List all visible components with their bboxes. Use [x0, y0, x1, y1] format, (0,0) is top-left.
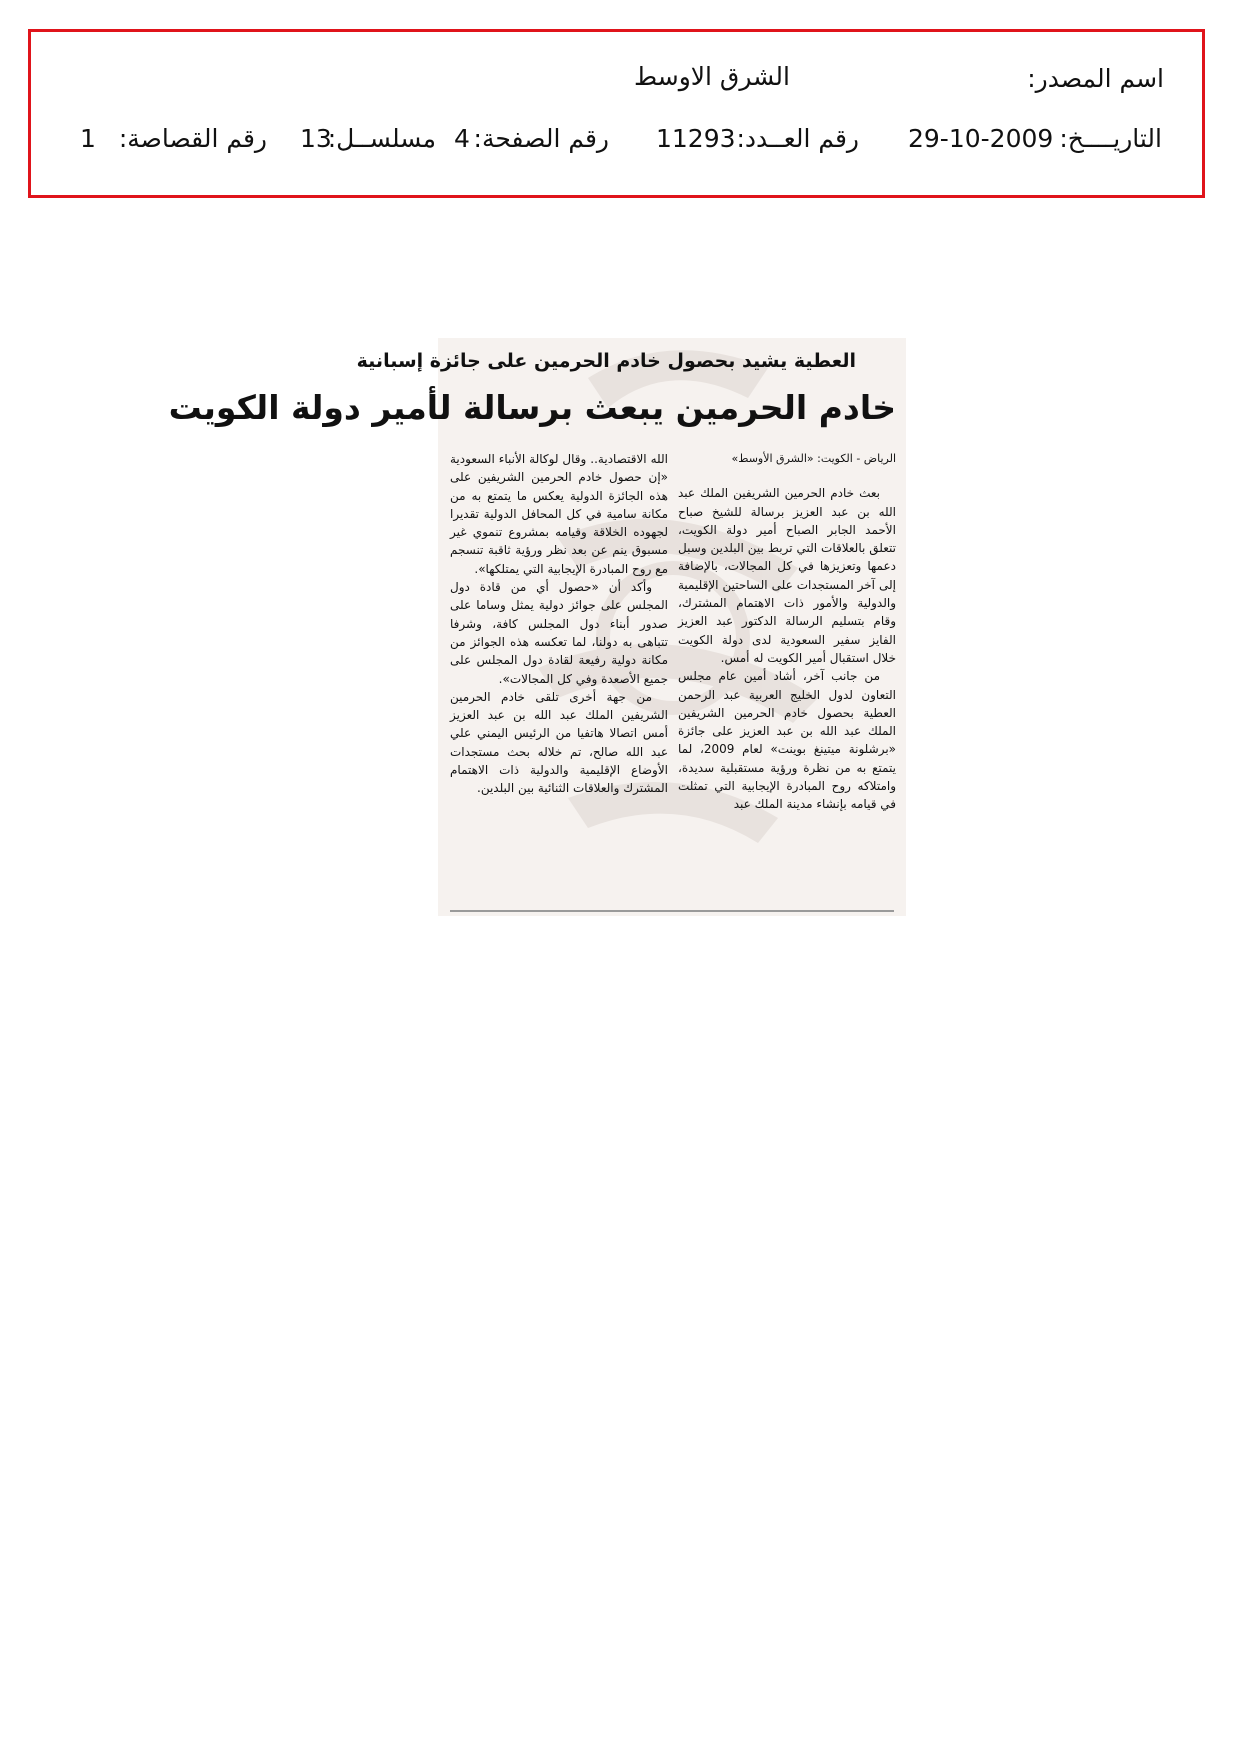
issue-label: رقم العــدد: — [736, 124, 859, 153]
article-kicker: العطية يشيد بحصول خادم الحرمين على جائزة إسبانية — [356, 350, 856, 372]
source-label: اسم المصدر: — [1027, 64, 1164, 93]
clipping-bottom-rule — [450, 910, 894, 912]
article-paragraph: من جانب آخر، أشاد أمين عام مجلس التعاون لدول الخليج العربية عبد الرحمن العطية بحصول خادم الحرمين الشريفين الملك عبد الله بن عبد العزيز على جائزة «برشلونة ميتينغ بوينت» لعام 2009، لما يتمتع به من نظرة ورؤية مستقبلية سديدة، وامتلاكه روح المبادرة الإيجابية التي تمثلت في قيامه بإنشاء مدينة الملك عبد — [678, 669, 897, 812]
newspaper-clipping — [168, 338, 906, 916]
date-value: 29-10-2009 — [908, 124, 1054, 153]
article-paragraph: من جهة أخرى تلقى خادم الحرمين الشريفين الملك عبد الله بن عبد العزيز أمس اتصالا هاتفيا من الرئيس اليمني علي عبد الله صالح، تم خلاله بحث مستجدات الأوضاع الإقليمية والدولية ذات الاهتمام المشترك والعلاقات الثنائية بين البلدين. — [450, 689, 668, 796]
article-dateline: الرياض - الكويت: «الشرق الأوسط» — [731, 452, 896, 465]
article-paragraph: وأكد أن «حصول أي من قادة دول المجلس على جوائز دولية يمثل وساما على صدور أبناء دول المجلس كافة، وشرفا تتباهى به دولنا، لما تعكسه هذه الجوائز من مكانة دولية رفيعة لقادة دول المجلس على جميع الأصعدة وفي كل المجالات». — [450, 580, 668, 686]
article-headline: خادم الحرمين يبعث برسالة لأمير دولة الكويت — [168, 388, 896, 427]
clip-number-value: 1 — [80, 124, 96, 153]
article-paragraph: بعث خادم الحرمين الشريفين الملك عبد الله بن عبد العزيز برسالة للشيخ صباح الأحمد الجابر الصباح أمير دولة الكويت، تتعلق بالعلاقات التي تربط بين البلدين وسبل دعمها وتعزيزها في كل المجالات، بالإضافة إلى آخر المستجدات على الساحتين الإقليمية والدولية والأمور ذات الاهتمام المشترك، وقام بتسليم الرسالة الدكتور عبد العزيز الفايز سفير السعودية لدى دولة الكويت خلال استقبال أمير الكويت له أمس. — [678, 486, 896, 665]
article-column-left — [450, 450, 668, 798]
article-column-right — [678, 450, 896, 814]
date-label: التاريــــخ: — [1059, 124, 1162, 153]
issue-value: 11293 — [656, 124, 736, 153]
source-value: الشرق الاوسط — [634, 62, 790, 91]
page-value: 4 — [454, 124, 470, 153]
serial-value: 13 — [300, 124, 332, 153]
clipping-metadata-box — [28, 29, 1205, 198]
page-label: رقم الصفحة: — [473, 124, 609, 153]
article-paragraph: الله الاقتصادية.. وقال لوكالة الأنباء السعودية «إن حصول خادم الحرمين الشريفين على هذه الجائزة الدولية يعكس ما يتمتع به من مكانة سامية في كل المحافل الدولية تقديرا لجهوده الخلاقة وقيامه بمشروع تنموي غير مسبوق ينم عن بعد نظر ورؤية ثاقبة تنسجم مع روح المبادرة الإيجابية التي يمتلكها». — [450, 452, 668, 576]
clip-number-label: رقم القصاصة: — [118, 124, 267, 153]
serial-label: مسلســل: — [327, 124, 436, 153]
